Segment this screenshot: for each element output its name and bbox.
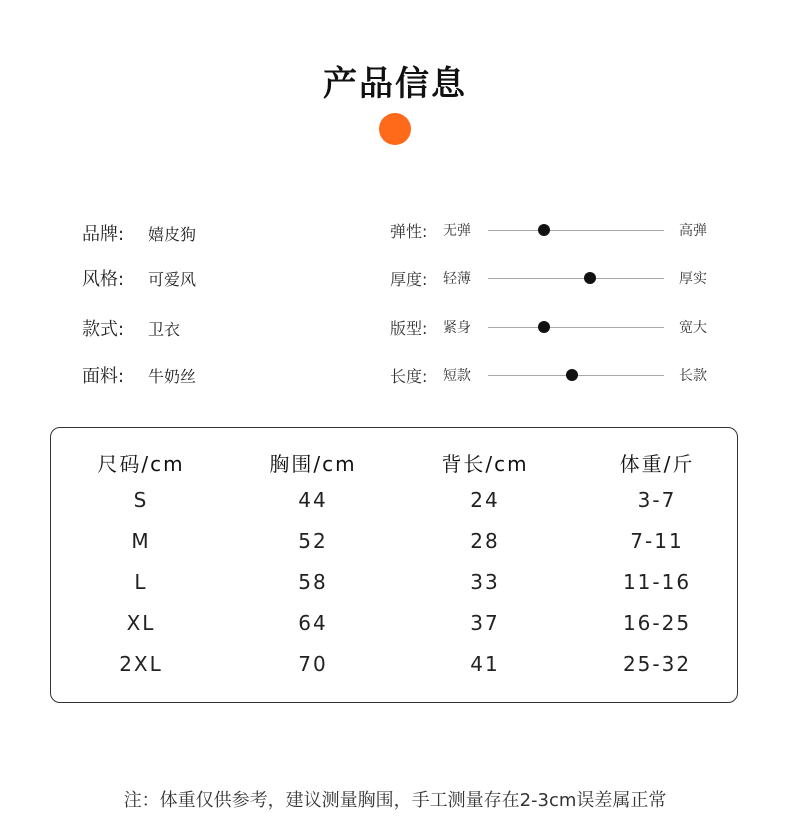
table-cell: 3-7 <box>637 488 677 512</box>
slider-low-label: 紧身 <box>443 320 471 336</box>
table-cell: 25-32 <box>622 652 692 676</box>
table-header: 胸围/cm <box>269 452 357 476</box>
slider-high-label: 高弹 <box>679 223 707 239</box>
table-cell: L <box>134 570 148 594</box>
slider-high-label: 宽大 <box>679 320 707 336</box>
table-cell: 2XL <box>119 652 163 676</box>
slider-label: 厚度: <box>390 270 428 289</box>
attribute-slider <box>390 316 720 340</box>
slider-high-label: 长款 <box>679 368 707 384</box>
slider-knob <box>538 321 550 333</box>
attribute-slider <box>390 267 720 291</box>
table-cell: 28 <box>470 529 500 553</box>
attribute-label: 款式: <box>82 319 125 340</box>
table-cell: 37 <box>470 611 500 635</box>
table-cell: 24 <box>470 488 500 512</box>
table-cell: 16-25 <box>622 611 692 635</box>
table-cell: 44 <box>298 488 328 512</box>
attribute-label: 面料: <box>82 366 125 387</box>
table-cell: S <box>133 488 149 512</box>
slider-label: 版型: <box>390 319 428 338</box>
slider-high-label: 厚实 <box>679 271 707 287</box>
slider-label: 长度: <box>390 367 428 386</box>
table-header: 尺码/cm <box>97 452 185 476</box>
slider-low-label: 轻薄 <box>443 271 471 287</box>
attribute-row <box>82 220 196 246</box>
attribute-label: 品牌: <box>82 224 125 245</box>
table-cell: 41 <box>470 652 500 676</box>
table-cell: M <box>131 529 151 553</box>
slider-knob <box>584 272 596 284</box>
attribute-value: 嬉皮狗 <box>148 225 197 244</box>
slider-knob <box>566 369 578 381</box>
attribute-label: 风格: <box>82 269 125 290</box>
page-title: 产品信息 <box>323 64 467 104</box>
table-cell: 58 <box>298 570 328 594</box>
attribute-value: 牛奶丝 <box>148 367 197 386</box>
table-header: 体重/斤 <box>619 452 695 476</box>
slider-track <box>488 230 664 231</box>
slider-track <box>488 278 664 279</box>
table-cell: 33 <box>470 570 500 594</box>
slider-low-label: 短款 <box>443 368 471 384</box>
table-cell: 64 <box>298 611 328 635</box>
table-cell: 7-11 <box>630 529 684 553</box>
table-cell: 70 <box>298 652 328 676</box>
attribute-slider <box>390 364 720 388</box>
table-cell: 52 <box>298 529 328 553</box>
attribute-row <box>82 315 180 341</box>
slider-knob <box>538 224 550 236</box>
slider-track <box>488 327 664 328</box>
table-header: 背长/cm <box>441 452 529 476</box>
attribute-row <box>82 265 196 291</box>
accent-dot <box>379 113 411 145</box>
slider-label: 弹性: <box>390 222 428 241</box>
table-cell: 11-16 <box>622 570 692 594</box>
attribute-slider <box>390 219 720 243</box>
attribute-row <box>82 362 196 388</box>
footnote: 注：体重仅供参考，建议测量胸围，手工测量存在2-3cm误差属正常 <box>123 790 667 811</box>
table-cell: XL <box>126 611 156 635</box>
size-table <box>50 427 738 703</box>
attribute-value: 可爱风 <box>148 270 197 289</box>
attribute-value: 卫衣 <box>148 320 181 339</box>
slider-low-label: 无弹 <box>443 223 471 239</box>
